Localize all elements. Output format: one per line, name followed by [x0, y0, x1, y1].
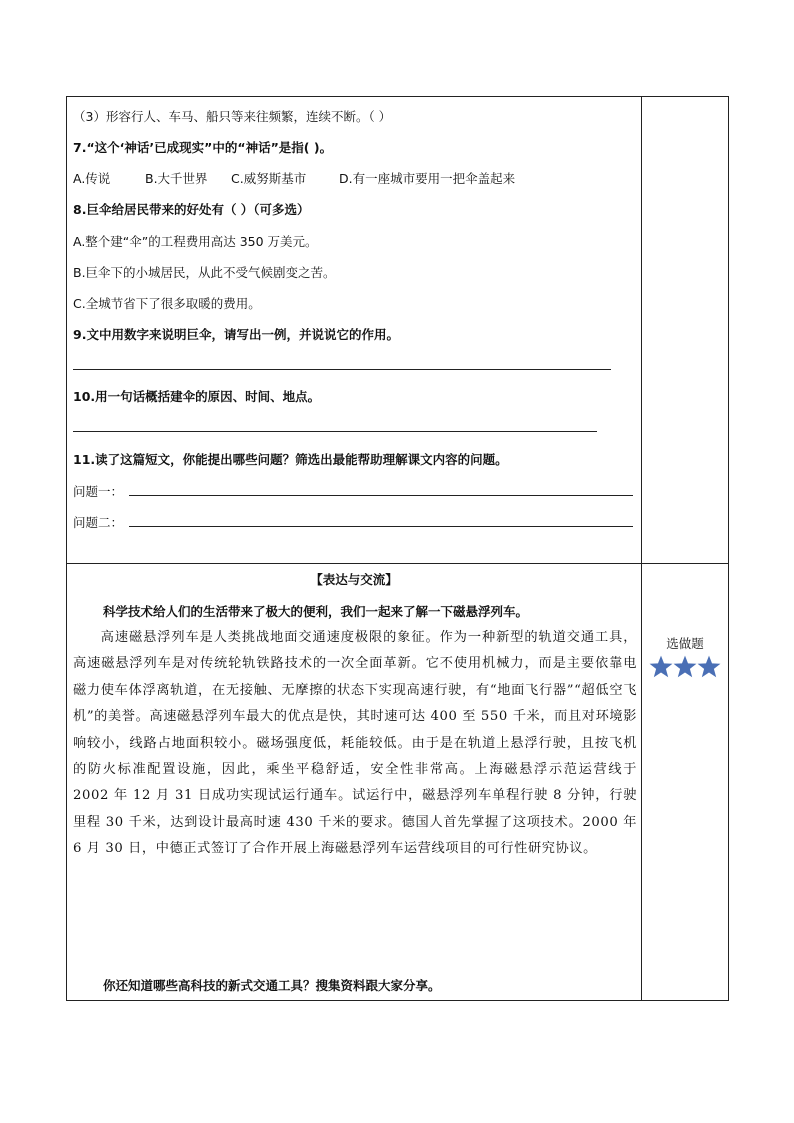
section-intro: 科学技术给人们的生活带来了极大的便利，我们一起来了解一下磁悬浮列车。 [103, 604, 529, 619]
star-icon [696, 654, 722, 679]
q11-label-2: 问题二： [73, 515, 124, 530]
q6-item3: （3）形容行人、车马、船只等来往频繁，连续不断。（ ） [73, 109, 392, 124]
q8-question: 8.巨伞给居民带来的好处有（ ）（可多选） [73, 202, 310, 217]
expression-cell [67, 564, 642, 1001]
q11-answer-line-2[interactable] [129, 526, 633, 527]
questions-side-cell [642, 97, 729, 564]
q8-option-b: B.巨伞下的小城居民，从此不受气候剧变之苦。 [73, 265, 336, 280]
q11-question: 11.读了这篇短文，你能提出哪些问题？筛选出最能帮助理解课文内容的问题。 [73, 452, 508, 467]
q10-question: 10.用一句话概括建伞的原因、时间、地点。 [73, 389, 321, 404]
q9-question: 9.文中用数字来说明巨伞，请写出一例，并说说它的作用。 [73, 327, 399, 342]
q9-answer-line[interactable] [73, 369, 611, 370]
q8-option-c: C.全城节省下了很多取暖的费用。 [73, 296, 261, 311]
q8-option-a: A.整个建“伞”的工程费用高达 350 万美元。 [73, 234, 318, 249]
q7-option-a: A.传说 [73, 171, 111, 186]
q7-question: 7.“这个‘神话’已成现实”中的“神话”是指( )。 [73, 140, 333, 155]
q7-option-b: B.大千世界 [145, 171, 208, 186]
q7-options [73, 169, 515, 187]
difficulty-stars [635, 654, 735, 683]
section-heading: 【表达与交流】 [310, 572, 398, 587]
q7-option-d: D.有一座城市要用一把伞盖起来 [339, 171, 516, 186]
star-icon [672, 654, 698, 679]
questions-row [67, 97, 729, 564]
q7-option-c: C.威努斯基市 [231, 171, 307, 186]
questions-cell [67, 97, 642, 564]
q11-answer-line-1[interactable] [129, 495, 633, 496]
q11-label-1: 问题一： [73, 484, 124, 499]
star-icon [648, 654, 674, 679]
maglev-passage: 高速磁悬浮列车是人类挑战地面交通速度极限的象征。作为一种新型的轨道交通工具，高速磁悬浮列车是对传统轮轨铁路技术的一次全面革新。它不使用机械力，而是主要依靠电磁力使车体浮离轨道，在无接触、无摩擦的状态下实现高速行驶，有“地面飞行器”“超低空飞机”的美誉。高速磁悬浮列车最大的优点是快，其时速可达 400 至 550 千米，而且对环境影响较小，线路占地面积较小。磁场强度低，耗能较低。由于是在轨道上悬浮行驶，且按飞机的防火标准配置设施，因此，乘坐平稳舒适，安全性非常高。上海磁悬浮示范运营线于 2002 年 12 月 31 日成功实现试运行通车。试运行中，磁悬浮列车单程行驶 8 分钟，行驶里程 30 千米，达到设计最高时速 430 千米的要求。德国人首先掌握了这项技术。2000 年 6 月 30 日，中德正式签订了合作开展上海磁悬浮列车运营线项目的可行性研究协议。 [73, 630, 637, 857]
expression-row [67, 564, 729, 1001]
optional-label: 选做题 [666, 636, 704, 651]
section-closing-prompt: 你还知道哪些高科技的新式交通工具？搜集资料跟大家分享。 [103, 978, 441, 993]
worksheet-table [66, 96, 729, 1001]
q10-answer-line[interactable] [73, 431, 597, 432]
difficulty-cell [642, 564, 729, 1001]
